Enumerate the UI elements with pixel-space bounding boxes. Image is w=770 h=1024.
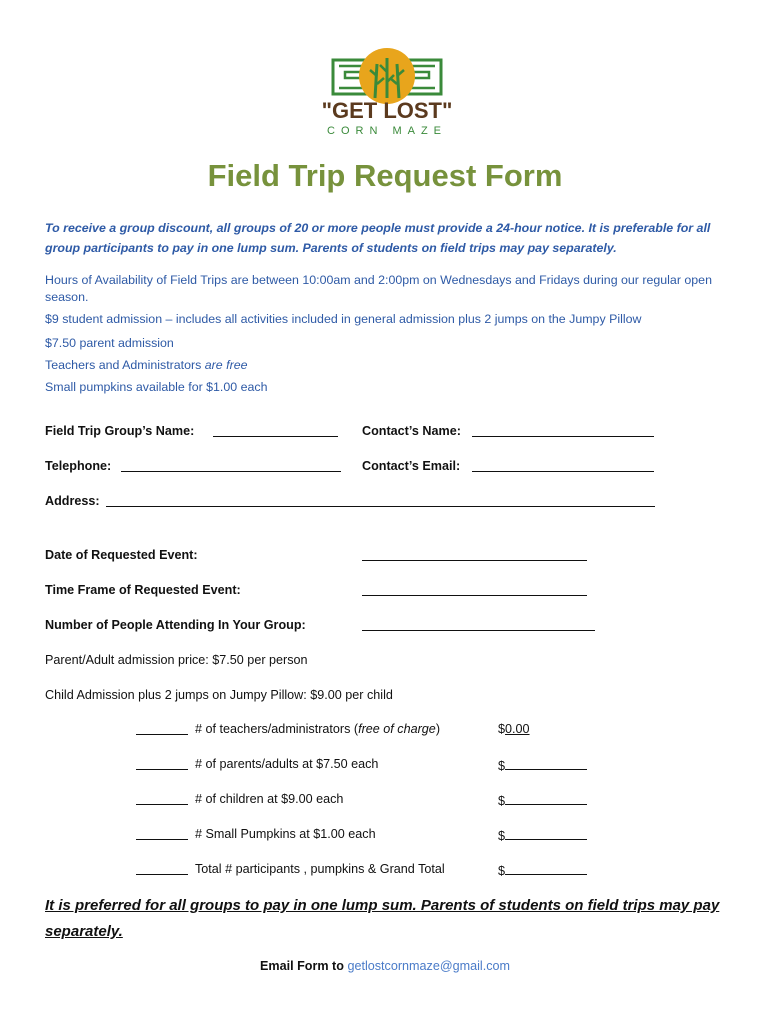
telephone-field[interactable]: [121, 459, 341, 472]
address-label: Address:: [45, 494, 100, 508]
amount-prefix: $: [498, 759, 506, 773]
children-line-label: # of children at $9.00 each: [195, 792, 344, 806]
get-lost-corn-maze-logo: [305, 46, 469, 138]
date-label: Date of Requested Event:: [45, 548, 198, 562]
time-frame-field[interactable]: [362, 583, 587, 596]
amount-prefix: $: [498, 794, 506, 808]
page-title: Field Trip Request Form: [207, 158, 563, 193]
telephone-label: Telephone:: [45, 459, 112, 473]
amount-value: 0.00: [505, 722, 530, 736]
hours-text: Hours of Availability of Field Trips are between 10:00am and 2:00pm on Wednesdays and Fridays during our regular open season.: [45, 273, 712, 304]
amount-prefix: $: [498, 829, 506, 843]
teachers-line-label: [195, 722, 440, 736]
group-name-field[interactable]: [213, 424, 338, 437]
total-count-field[interactable]: [136, 862, 188, 875]
date-field[interactable]: [362, 548, 587, 561]
parents-amount-field[interactable]: [505, 757, 587, 770]
student-admission-text: $9 student admission – includes all activities included in general admission plus 2 jumps on the Jumpy Pillow: [45, 312, 642, 326]
children-amount: [498, 792, 587, 808]
pumpkins-amount: [498, 827, 587, 843]
contact-name-label: Contact’s Name:: [362, 424, 461, 438]
teachers-free-text: [45, 358, 247, 372]
total-amount-field[interactable]: [505, 862, 587, 875]
teachers-count-field[interactable]: [136, 722, 188, 735]
email-footer: [0, 959, 770, 973]
parents-amount: [498, 757, 587, 773]
amount-prefix: $: [498, 722, 506, 736]
email-link[interactable]: getlostcornmaze@gmail.com: [347, 959, 511, 973]
parent-price-text: Parent/Adult admission price: $7.50 per person: [45, 653, 308, 667]
total-line-label: Total # participants , pumpkins & Grand Total: [195, 862, 445, 876]
line-label-pre: # of teachers/administrators (: [195, 722, 359, 736]
children-amount-field[interactable]: [505, 792, 587, 805]
line-label-post: ): [435, 722, 441, 736]
parents-line-label: # of parents/adults at $7.50 each: [195, 757, 379, 771]
time-frame-label: Time Frame of Requested Event:: [45, 583, 241, 597]
address-field[interactable]: [106, 494, 655, 507]
line-label-em: free of charge: [358, 722, 436, 736]
contact-email-label: Contact’s Email:: [362, 459, 461, 473]
total-amount: [498, 862, 587, 878]
amount-prefix: $: [498, 864, 506, 878]
contact-name-field[interactable]: [472, 424, 654, 437]
teachers-prefix: Teachers and Administrators: [45, 358, 205, 372]
parent-admission-text: $7.50 parent admission: [45, 336, 174, 350]
closing-note: It is preferred for all groups to pay in one lump sum. Parents of students on field trips may pay separately.: [45, 897, 720, 940]
pumpkins-amount-field[interactable]: [505, 827, 587, 840]
logo-subtitle: CORN MAZE: [327, 125, 447, 137]
people-count-label: Number of People Attending In Your Group:: [45, 618, 306, 632]
children-count-field[interactable]: [136, 792, 188, 805]
teachers-free: are free: [204, 358, 248, 372]
pumpkins-count-field[interactable]: [136, 827, 188, 840]
parents-count-field[interactable]: [136, 757, 188, 770]
group-name-label: Field Trip Group’s Name:: [45, 424, 195, 438]
intro-text: To receive a group discount, all groups of 20 or more people must provide a 24-hour notice. It is preferable for all group participants to pay in one lump sum. Parents of students on field trips may pay separately.: [45, 221, 711, 255]
email-label: Email Form to: [259, 959, 348, 973]
people-count-field[interactable]: [362, 618, 595, 631]
pumpkins-line-label: # Small Pumpkins at $1.00 each: [195, 827, 376, 841]
teachers-amount: [498, 722, 530, 736]
child-price-text: Child Admission plus 2 jumps on Jumpy Pillow: $9.00 per child: [45, 688, 393, 702]
corn-maze-logo-icon: [305, 46, 469, 138]
contact-email-field[interactable]: [472, 459, 654, 472]
pumpkins-text: Small pumpkins available for $1.00 each: [45, 380, 268, 394]
logo-title: "GET LOST": [321, 98, 453, 123]
